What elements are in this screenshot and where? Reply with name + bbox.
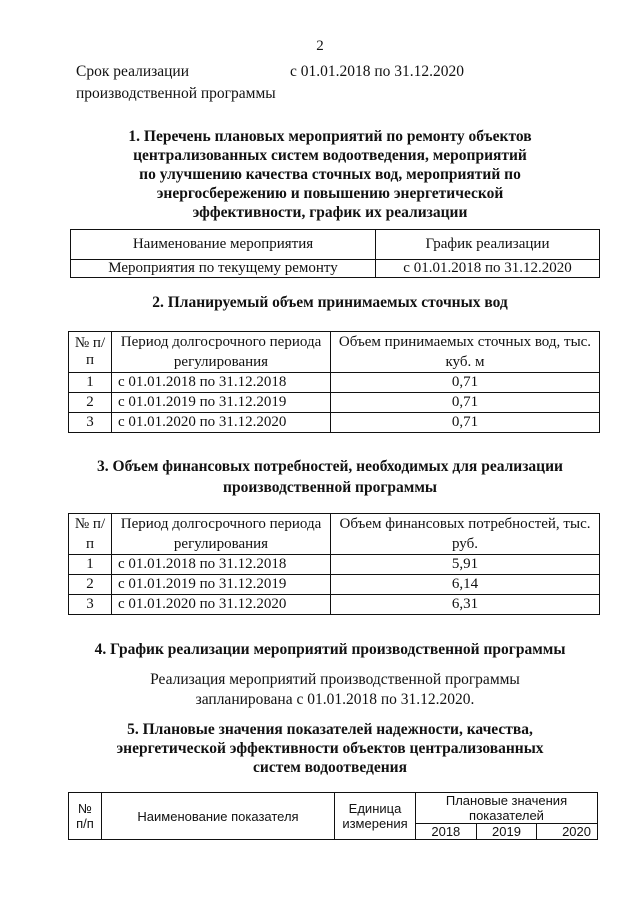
section4-title: 4. График реализации мероприятий производственной программы: [94, 641, 566, 658]
header-period: Период долгосрочного периода регулирования: [112, 332, 331, 373]
section4-text-line2: запланирована с 01.01.2018 по 31.12.2020.: [195, 691, 475, 708]
table-row: 1 с 01.01.2018 по 31.12.2018 5,91: [69, 555, 600, 575]
header-year-2018: 2018: [416, 824, 477, 840]
section3-table: [68, 513, 600, 615]
header-year-2019: 2019: [476, 824, 537, 840]
header-schedule: График реализации: [376, 230, 600, 260]
page-number: 2: [316, 38, 324, 54]
section5-table-header: [68, 792, 598, 840]
header-num: № п/п: [69, 332, 112, 373]
term-label-line1: Срок реализации: [76, 63, 189, 80]
header-measure-name: Наименование мероприятия: [71, 230, 376, 260]
table-row: 2 с 01.01.2019 по 31.12.2019 6,14: [69, 575, 600, 595]
header-unit: Единица измерения: [335, 793, 416, 840]
section2-title: 2. Планируемый объем принимаемых сточных вод: [152, 294, 508, 311]
term-label-line2: производственной программы: [76, 85, 276, 102]
header-planned-values: Плановые значения показателей: [416, 793, 598, 824]
header-year-2020: 2020: [537, 824, 598, 840]
table-row: Мероприятия по текущему ремонту с 01.01.2018 по 31.12.2020: [71, 260, 600, 278]
header-period: Период долгосрочного периода регулирования: [112, 514, 331, 555]
table-row: 2 с 01.01.2019 по 31.12.2019 0,71: [69, 393, 600, 413]
header-finance: Объем финансовых потребностей, тыс. руб.: [331, 514, 600, 555]
header-num: № п/п: [69, 793, 102, 840]
header-num: № п/п: [69, 514, 112, 555]
table-row: 3 с 01.01.2020 по 31.12.2020 0,71: [69, 413, 600, 433]
section2-table: [68, 331, 600, 433]
section4-text-line1: Реализация мероприятий производственной программы: [150, 671, 520, 688]
table-row: 1 с 01.01.2018 по 31.12.2018 0,71: [69, 373, 600, 393]
term-value: с 01.01.2018 по 31.12.2020: [290, 63, 465, 80]
header-volume: Объем принимаемых сточных вод, тыс. куб. м: [331, 332, 600, 373]
table-row: 3 с 01.01.2020 по 31.12.2020 6,31: [69, 595, 600, 615]
section5-title: 5. Плановые значения показателей надежности, качества, энергетической эффективности объектов централизованных систем водоотведения: [116, 721, 544, 776]
section1-title: 1. Перечень плановых мероприятий по ремонту объектов централизованных систем водоотведения, мероприятий по улучшению качества сточных вод, мероприятий по энергосбережению и повышению энергетической эффективности, график их реализации: [128, 128, 532, 221]
section3-title: 3. Объем финансовых потребностей, необходимых для реализации производственной программы: [97, 458, 563, 496]
section1-table: [70, 229, 600, 278]
header-indicator-name: Наименование показателя: [102, 793, 335, 840]
